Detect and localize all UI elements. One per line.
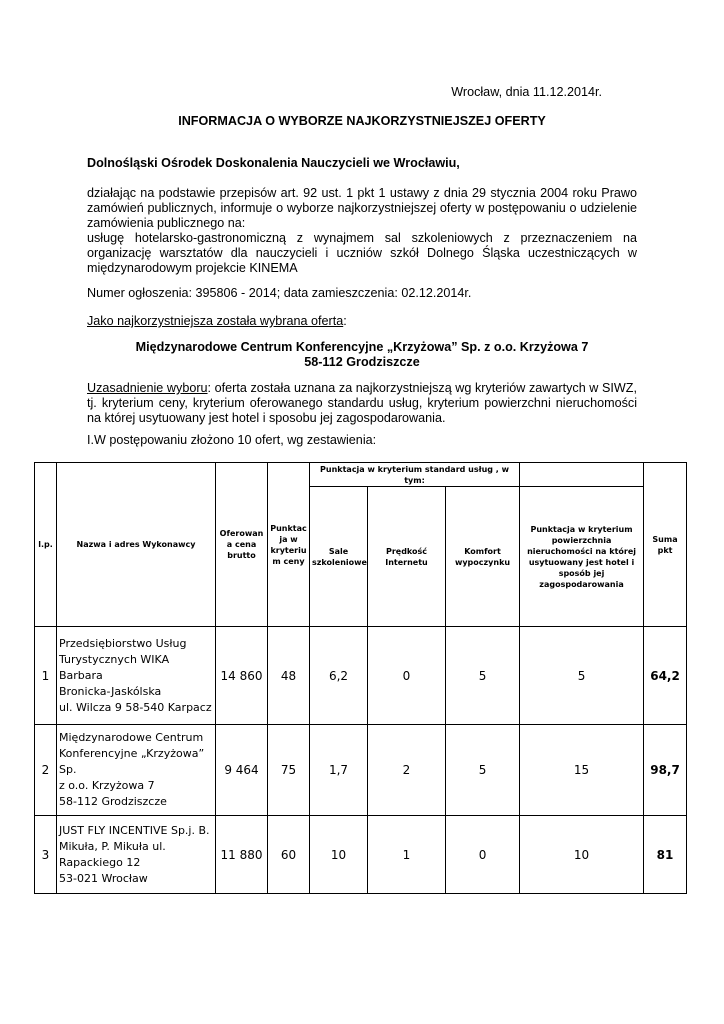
offers-table: [34, 462, 687, 894]
notice-number: Numer ogłoszenia: 395806 - 2014; data zamieszczenia: 02.12.2014r.: [87, 286, 472, 300]
winner-name: Międzynarodowe Centrum Konferencyjne „Krzyżowa” Sp. z o.o. Krzyżowa 7: [135, 340, 589, 354]
cell-name: [57, 627, 216, 725]
selected-offer-label-text: Jako najkorzystniejsza została wybrana oferta: [87, 314, 344, 328]
cell-rooms: 6,2: [310, 627, 368, 725]
cell-speed: 1: [368, 816, 446, 894]
name-line: Przedsiębiorstwo Usług: [59, 636, 187, 650]
name-line: Bronicka-Jaskólska: [59, 684, 162, 698]
header-lp: l.p.: [35, 463, 57, 627]
header-price-points: Punktac ja w kryteriu m ceny: [268, 463, 310, 627]
name-line: JUST FLY INCENTIVE Sp.j. B.: [59, 823, 210, 837]
cell-area: 15: [520, 725, 644, 816]
justification-text: : oferta została uznana za najkorzystniejszą wg kryteriów zawartych w SIWZ, tj. kryterium ceny, kryterium oferowanego standardu usług, kryterium powierzchni nieruchomości na której usytuowany jest hotel i sposobu jej zagospodarowania.: [87, 381, 637, 426]
justification-label: Uzasadnienie wyboru: [87, 381, 208, 395]
cell-rooms: 10: [310, 816, 368, 894]
cell-speed: 2: [368, 725, 446, 816]
cell-sum: 64,2: [644, 627, 687, 725]
cell-area: 10: [520, 816, 644, 894]
winner-address: 58-112 Grodziszcze: [304, 355, 420, 370]
cell-sum: 98,7: [644, 725, 687, 816]
table-row: [35, 725, 687, 816]
cell-comfort: 5: [446, 725, 520, 816]
cell-price-points: 60: [268, 816, 310, 894]
cell-lp: 1: [35, 627, 57, 725]
winner-block: [87, 340, 637, 370]
header-speed: Prędkość Internetu: [368, 487, 446, 627]
cell-speed: 0: [368, 627, 446, 725]
cell-price: 11 880: [216, 816, 268, 894]
name-line: Rapackiego 12: [59, 855, 141, 869]
cell-comfort: 0: [446, 816, 520, 894]
header-name: Nazwa i adres Wykonawcy: [57, 463, 216, 627]
name-line: 58-112 Grodziszcze: [59, 795, 167, 808]
date-line: Wrocław, dnia 11.12.2014r.: [451, 85, 602, 99]
cell-price-points: 75: [268, 725, 310, 816]
name-line: Turystycznych WIKA Barbara: [59, 652, 170, 682]
justification-paragraph: [87, 381, 637, 427]
cell-price: 14 860: [216, 627, 268, 725]
header-standard-group: Punktacja w kryterium standard usług , w tym:: [310, 463, 520, 487]
document-title: INFORMACJA O WYBORZE NAJKORZYSTNIEJSZEJ OFERTY: [178, 114, 546, 128]
header-sum: Suma pkt: [644, 463, 687, 627]
name-line: Międzynarodowe Centrum: [59, 731, 204, 744]
cell-sum: 81: [644, 816, 687, 894]
header-comfort: Komfort wypoczynku: [446, 487, 520, 627]
name-line: Konferencyjne „Krzyżowa” Sp.: [59, 747, 205, 776]
cell-name: [57, 816, 216, 894]
header-rooms: Sale szkoleniowe: [310, 487, 368, 627]
header-area-top: [520, 463, 644, 487]
cell-price: 9 464: [216, 725, 268, 816]
name-line: 53-021 Wrocław: [59, 871, 148, 885]
selected-offer-colon: :: [343, 314, 347, 328]
cell-lp: 3: [35, 816, 57, 894]
header-price: Oferowan a cena brutto: [216, 463, 268, 627]
subject-paragraph: usługę hotelarsko-gastronomiczną z wynajmem sal szkoleniowych z przeznaczeniem na organizację warsztatów dla nauczycieli i uczniów szkół Dolnego Śląska uczestniczących w międzynarodowym projekcie KINEMA: [87, 231, 637, 276]
cell-name: [57, 725, 216, 816]
table-row: [35, 816, 687, 894]
cell-price-points: 48: [268, 627, 310, 725]
table-header-row: [35, 463, 687, 487]
legal-basis-paragraph: działając na podstawie przepisów art. 92 ust. 1 pkt 1 ustawy z dnia 29 stycznia 2004 roku Prawo zamówień publicznych, informuje o wyborze najkorzystniejszej oferty w postępowaniu o udzielenie zamówienia publicznego na:: [87, 186, 637, 231]
cell-area: 5: [520, 627, 644, 725]
cell-lp: 2: [35, 725, 57, 816]
name-line: ul. Wilcza 9 58-540 Karpacz: [59, 700, 212, 714]
table-row: [35, 627, 687, 725]
name-line: z o.o. Krzyżowa 7: [59, 779, 155, 792]
institution-name: Dolnośląski Ośrodek Doskonalenia Nauczycieli we Wrocławiu,: [87, 156, 460, 170]
cell-comfort: 5: [446, 627, 520, 725]
offers-count: I.W postępowaniu złożono 10 ofert, wg zestawienia:: [87, 433, 377, 447]
header-area: Punktacja w kryterium powierzchnia nieruchomości na której usytuowany jest hotel i sposób jej zagospodarowania: [520, 487, 644, 627]
cell-rooms: 1,7: [310, 725, 368, 816]
selected-offer-label: [87, 314, 347, 329]
name-line: Mikuła, P. Mikuła ul.: [59, 839, 166, 853]
